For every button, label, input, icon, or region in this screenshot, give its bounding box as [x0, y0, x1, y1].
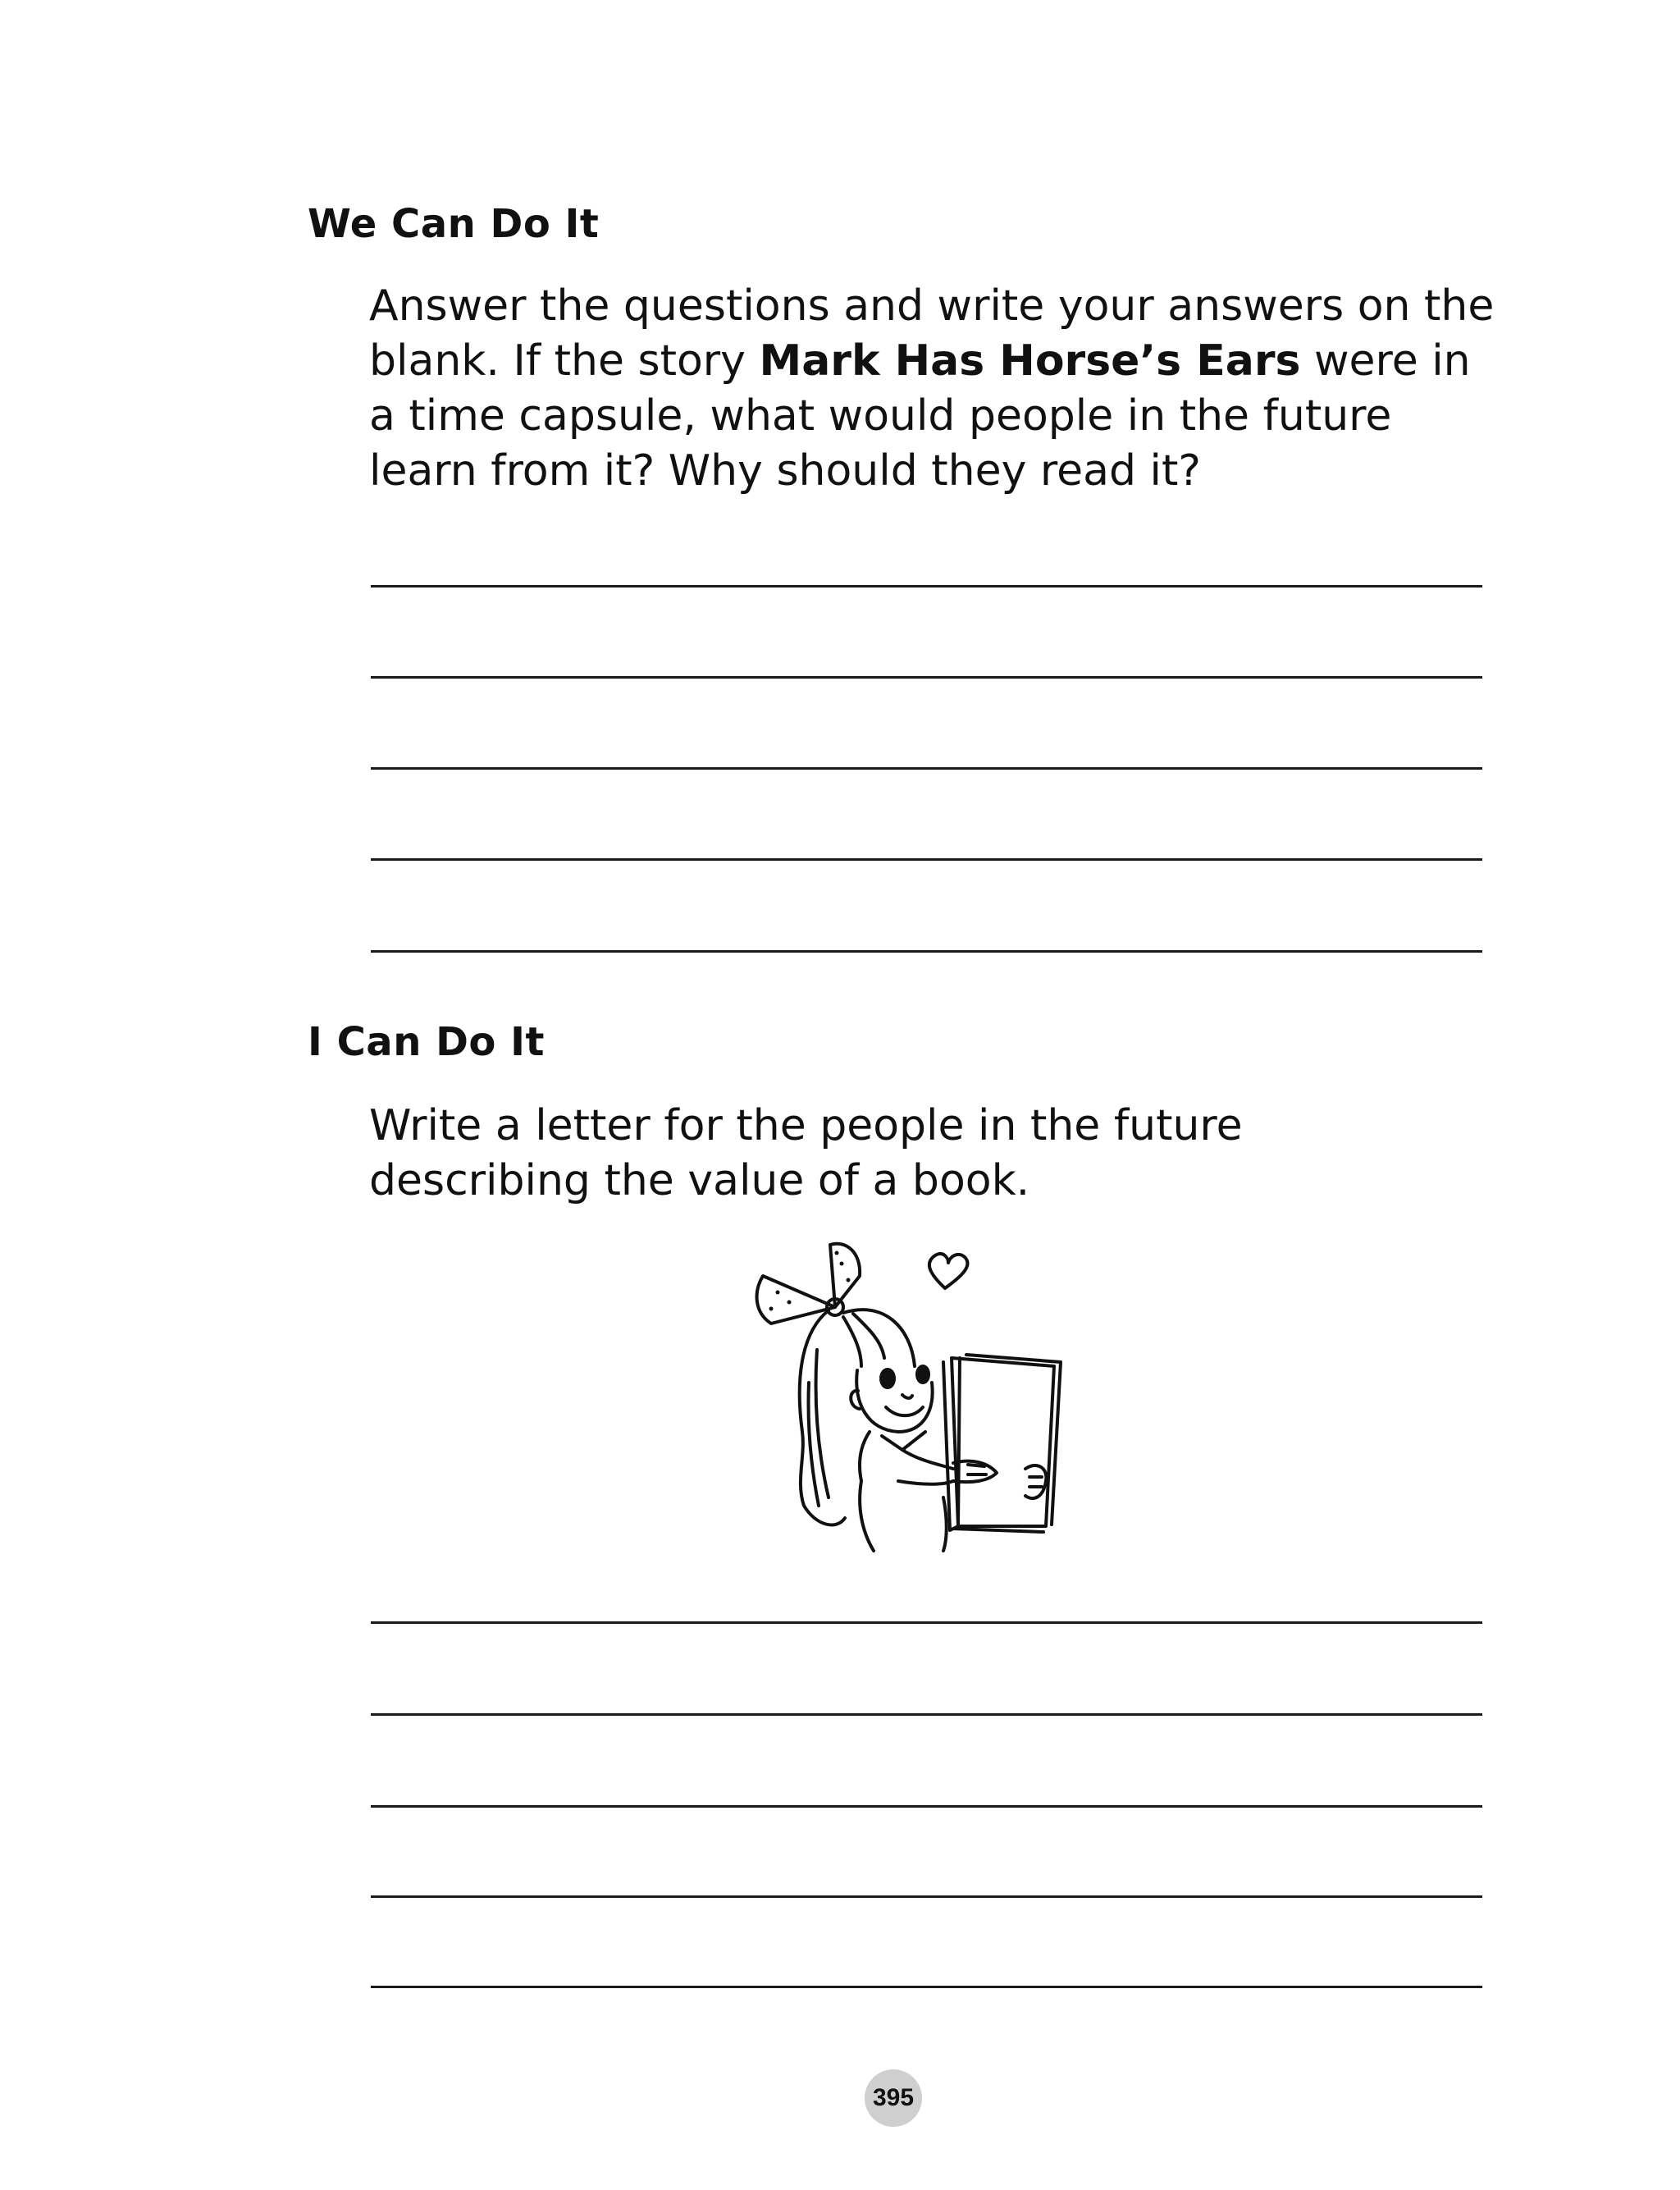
answer-line[interactable]	[371, 585, 1482, 588]
section2-instruction: Write a letter for the people in the future describing the value of a book.	[369, 1101, 1243, 1205]
section-heading-i-can-do-it: I Can Do It	[308, 1019, 545, 1065]
page-number: 395	[872, 2084, 915, 2111]
answer-line[interactable]	[371, 1621, 1482, 1624]
instruction-text-continued: were in a time capsule, what would people in the future learn from it? Why should they read it?	[369, 336, 1471, 496]
girl-holding-book-icon	[738, 1235, 1099, 1555]
answer-line[interactable]	[371, 1713, 1482, 1716]
answer-line[interactable]	[371, 1805, 1482, 1808]
instruction-text: Answer the questions and write your answers on the blank. If the story	[369, 281, 1495, 386]
section1-instruction	[369, 279, 1501, 499]
section-heading-we-can-do-it: We Can Do It	[308, 201, 600, 247]
answer-line[interactable]	[371, 858, 1482, 861]
story-title: Mark Has Horse’s Ears	[759, 336, 1301, 386]
answer-line[interactable]	[371, 767, 1482, 770]
answer-line[interactable]	[371, 676, 1482, 679]
answer-line[interactable]	[371, 950, 1482, 953]
answer-line[interactable]	[371, 1986, 1482, 1988]
answer-line[interactable]	[371, 1895, 1482, 1898]
page-number-badge	[865, 2069, 922, 2127]
